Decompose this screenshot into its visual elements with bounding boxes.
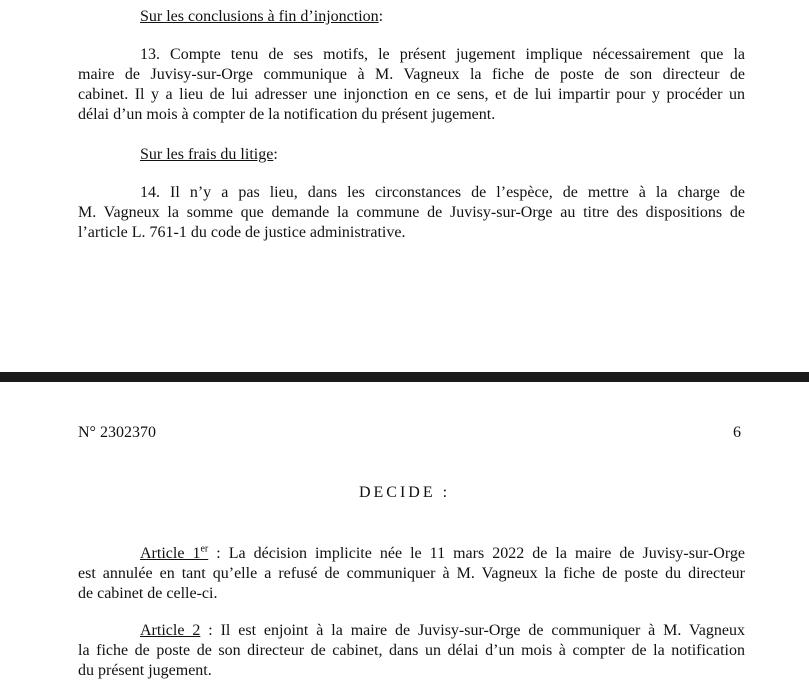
article-1-label: Article 1er <box>140 543 209 562</box>
heading-injonction: Sur les conclusions à fin d’injonction: <box>140 8 384 25</box>
paragraph-13-line: cabinet. Il y a lieu de lui adresser une injonction en ce sens, et de lui impartir pour y procéder un <box>78 86 745 103</box>
paragraph-14-line: l’article L. 761-1 du code de justice administrative. <box>78 224 406 241</box>
article-1-line: de cabinet de celle-ci. <box>78 585 218 602</box>
paragraph-13-line: maire de Juvisy-sur-Orge communique à M. Vagneux la fiche de poste de son directeur de <box>78 66 745 83</box>
paragraph-13-line: délai d’un mois à compter de la notification du présent jugement. <box>78 106 496 123</box>
article-2 <box>78 621 745 681</box>
article-2-label: Article 2 <box>140 622 201 639</box>
decide-title: DECIDE : <box>358 484 451 501</box>
article-2-line: la fiche de poste de son directeur de cabinet, dans un délai d’un mois à compter de la notification <box>78 642 745 659</box>
article-1 <box>78 544 745 604</box>
paragraph-13 <box>78 45 745 125</box>
paragraph-14 <box>78 183 745 243</box>
page-number: 6 <box>733 424 741 441</box>
paragraph-13-line: 13. Compte tenu de ses motifs, le présent jugement implique nécessairement que la <box>140 46 745 63</box>
case-number: N° 2302370 <box>78 424 156 441</box>
article-1-line: est annulée en tant qu’elle a refusé de communiquer à M. Vagneux la fiche de poste du directeur <box>78 565 745 582</box>
paragraph-14-line: 14. Il n’y a pas lieu, dans les circonstances de l’espèce, de mettre à la charge de <box>140 184 745 201</box>
paragraph-14-line: M. Vagneux la somme que demande la commune de Juvisy-sur-Orge au titre des dispositions de <box>78 204 745 221</box>
page-separator <box>0 372 809 382</box>
article-2-line: du présent jugement. <box>78 662 212 679</box>
article-1-line: Article 1er : La décision implicite née le 11 mars 2022 de la maire de Juvisy-sur-Orge <box>140 543 745 562</box>
article-2-line: Article 2 : Il est enjoint à la maire de Juvisy-sur-Orge de communiquer à M. Vagneux <box>140 622 746 639</box>
heading-frais: Sur les frais du litige: <box>140 146 278 163</box>
